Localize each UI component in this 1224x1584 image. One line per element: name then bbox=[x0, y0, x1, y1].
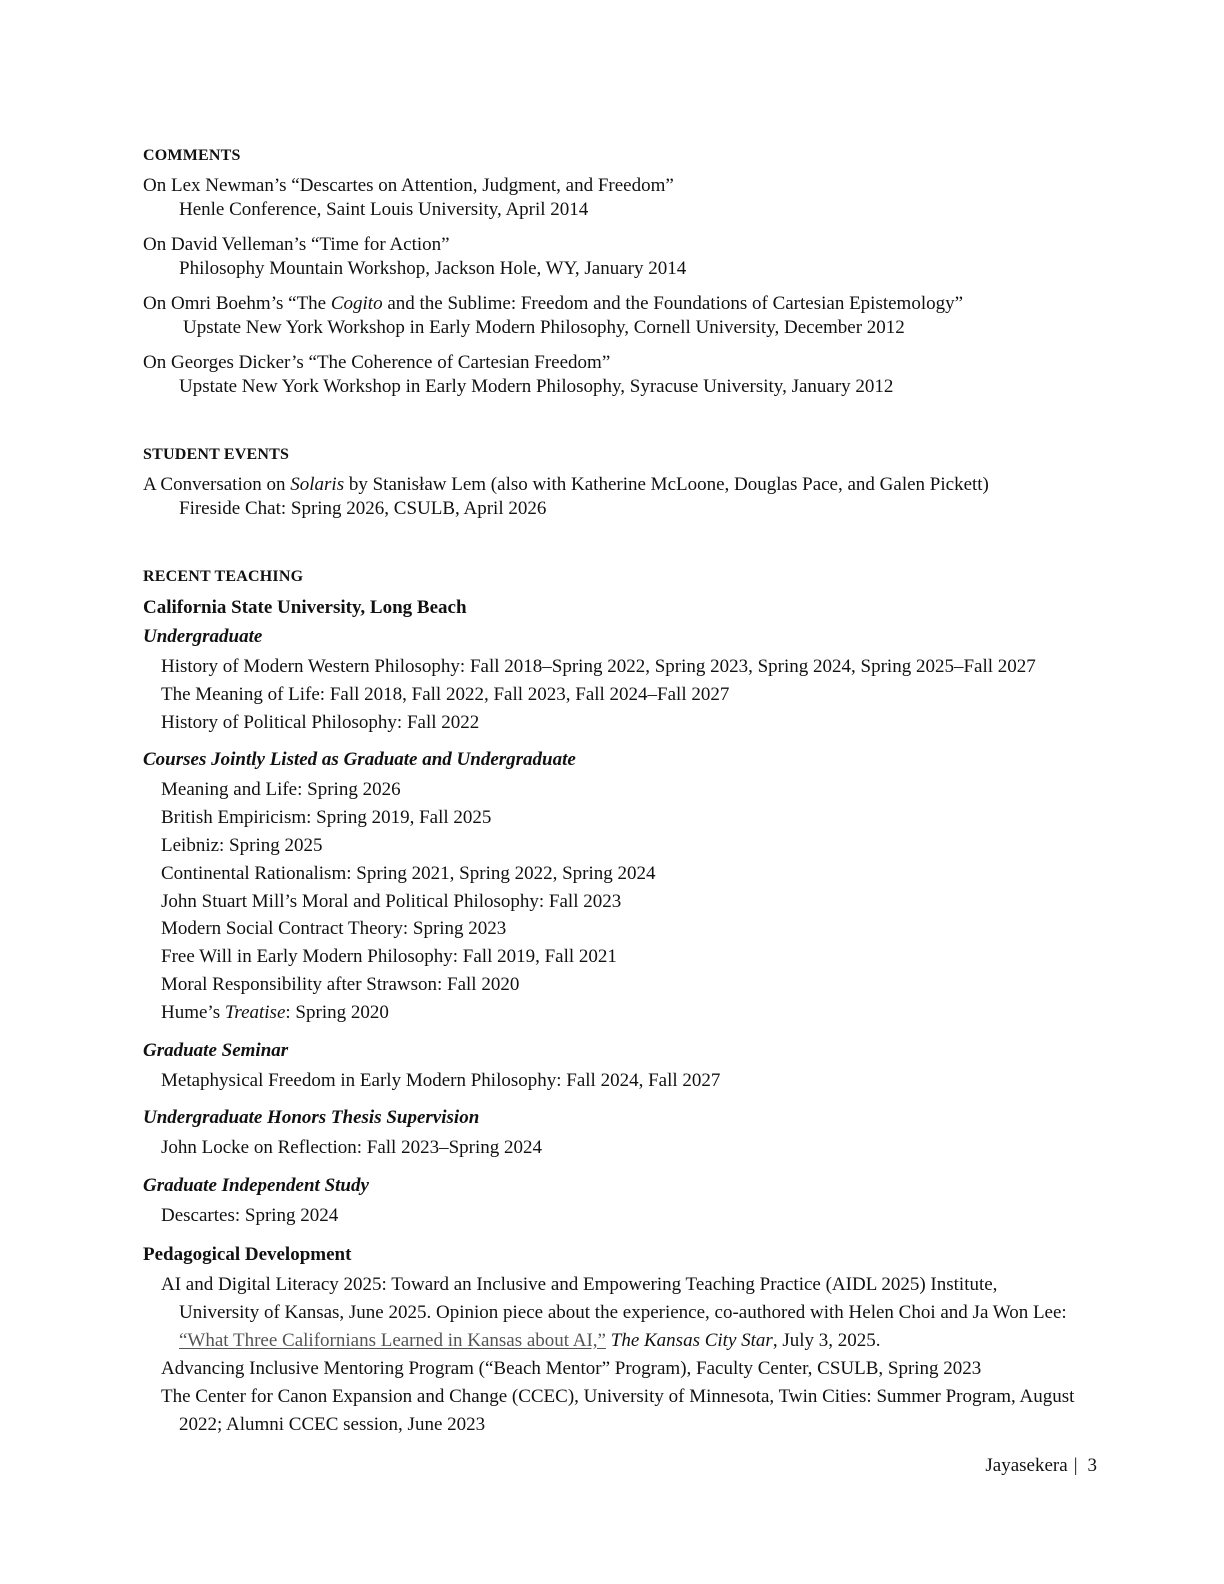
comment-entry bbox=[143, 351, 1078, 399]
course-item: Metaphysical Freedom in Early Modern Philosophy: Fall 2024, Fall 2027 bbox=[161, 1069, 721, 1091]
footer-separator: | bbox=[1073, 1455, 1078, 1476]
course-item: Descartes: Spring 2024 bbox=[161, 1205, 339, 1227]
recent-teaching-heading: RECENT TEACHING bbox=[143, 568, 304, 585]
student-event-title bbox=[143, 473, 1078, 497]
student-events-heading: STUDENT EVENTS bbox=[143, 446, 290, 463]
course-item bbox=[143, 999, 1078, 1027]
undergraduate-heading: Undergraduate bbox=[143, 626, 263, 647]
comment-venue: Henle Conference, Saint Louis University, April 2014 bbox=[179, 199, 589, 220]
author-name: Jayasekera bbox=[985, 1455, 1068, 1476]
pedagogical-item: The Center for Canon Expansion and Change (CCEC), University of Minnesota, Twin Cities: Summer Program, August 2022; Alumni CCEC session, June 2023 bbox=[161, 1385, 1075, 1435]
page-number: 3 bbox=[1087, 1455, 1097, 1476]
course-item: John Locke on Reflection: Fall 2023–Spring 2024 bbox=[161, 1137, 543, 1159]
pedagogical-item: Advancing Inclusive Mentoring Program (“Beach Mentor” Program), Faculty Center, CSULB, Spring 2023 bbox=[161, 1357, 982, 1379]
comment-title: On David Velleman’s “Time for Action” bbox=[143, 234, 450, 255]
course-item: The Meaning of Life: Fall 2018, Fall 2022, Fall 2023, Fall 2024–Fall 2027 bbox=[161, 683, 730, 705]
comment-title: On Georges Dicker’s “The Coherence of Cartesian Freedom” bbox=[143, 352, 611, 373]
hume-italic: Treatise bbox=[224, 1001, 286, 1023]
page-content bbox=[143, 145, 1078, 1439]
comment-venue: Philosophy Mountain Workshop, Jackson Hole, WY, January 2014 bbox=[179, 258, 687, 279]
page-footer bbox=[985, 1454, 1097, 1478]
course-item: History of Political Philosophy: Fall 2022 bbox=[161, 711, 480, 733]
course-item: Continental Rationalism: Spring 2021, Spring 2022, Spring 2024 bbox=[161, 862, 656, 884]
journal-name: The Kansas City Star bbox=[610, 1329, 773, 1351]
aidl-date: , July 3, 2025. bbox=[772, 1329, 881, 1351]
comment-title bbox=[143, 292, 1078, 316]
comment-title: On Lex Newman’s “Descartes on Attention, Judgment, and Freedom” bbox=[143, 175, 674, 196]
comment-venue: Upstate New York Workshop in Early Modern Philosophy, Syracuse University, January 2012 bbox=[179, 376, 894, 397]
comment-entry bbox=[143, 233, 1078, 281]
pedagogical-development-heading: Pedagogical Development bbox=[143, 1243, 352, 1265]
comment-title-start: On Omri Boehm’s “The bbox=[143, 293, 331, 314]
comment-entry bbox=[143, 292, 1078, 340]
graduate-seminar-heading: Graduate Seminar bbox=[143, 1039, 289, 1061]
course-item: John Stuart Mill’s Moral and Political Philosophy: Fall 2023 bbox=[161, 890, 622, 912]
course-item: British Empiricism: Spring 2019, Fall 2025 bbox=[161, 807, 492, 829]
event-title-italic: Solaris bbox=[290, 474, 345, 495]
pedagogical-item bbox=[143, 1271, 1078, 1355]
event-title-start: A Conversation on bbox=[143, 474, 291, 495]
comment-entry bbox=[143, 174, 1078, 222]
course-item: Leibniz: Spring 2025 bbox=[161, 834, 323, 856]
course-item: Meaning and Life: Spring 2026 bbox=[161, 779, 401, 801]
article-link[interactable]: “What Three Californians Learned in Kansas about AI,” bbox=[179, 1329, 606, 1351]
comment-title-end: and the Sublime: Freedom and the Foundations of Cartesian Epistemology” bbox=[382, 293, 964, 314]
honors-thesis-heading: Undergraduate Honors Thesis Supervision bbox=[143, 1107, 480, 1129]
course-item: Modern Social Contract Theory: Spring 2023 bbox=[161, 918, 507, 940]
course-item: Moral Responsibility after Strawson: Fall 2020 bbox=[161, 973, 520, 995]
student-event-venue: Fireside Chat: Spring 2026, CSULB, April 2026 bbox=[179, 498, 547, 519]
comment-venue: Upstate New York Workshop in Early Modern Philosophy, Cornell University, December 2012 bbox=[183, 317, 905, 338]
comment-title-italic: Cogito bbox=[330, 293, 383, 314]
course-item: History of Modern Western Philosophy: Fall 2018–Spring 2022, Spring 2023, Spring 2024, Spring 2025–Fall 2027 bbox=[161, 656, 1036, 677]
hume-start: Hume’s bbox=[161, 1001, 225, 1023]
joint-courses-heading: Courses Jointly Listed as Graduate and Undergraduate bbox=[143, 749, 576, 771]
hume-end: : Spring 2020 bbox=[285, 1001, 389, 1023]
student-event-entry bbox=[143, 473, 1078, 521]
independent-study-heading: Graduate Independent Study bbox=[143, 1175, 369, 1197]
comments-heading: COMMENTS bbox=[143, 147, 241, 164]
aidl-text: AI and Digital Literacy 2025: Toward an Inclusive and Empowering Teaching Practice (AIDL 2025) Institute, University of Kansas, June 2025. Opinion piece about the experience, co-authored with Helen Choi and Ja Won Lee: bbox=[161, 1273, 1067, 1323]
course-item: Free Will in Early Modern Philosophy: Fall 2019, Fall 2021 bbox=[161, 946, 617, 968]
institution-name: California State University, Long Beach bbox=[143, 597, 467, 618]
event-title-end: by Stanisław Lem (also with Katherine McLoone, Douglas Pace, and Galen Pickett) bbox=[344, 474, 989, 495]
